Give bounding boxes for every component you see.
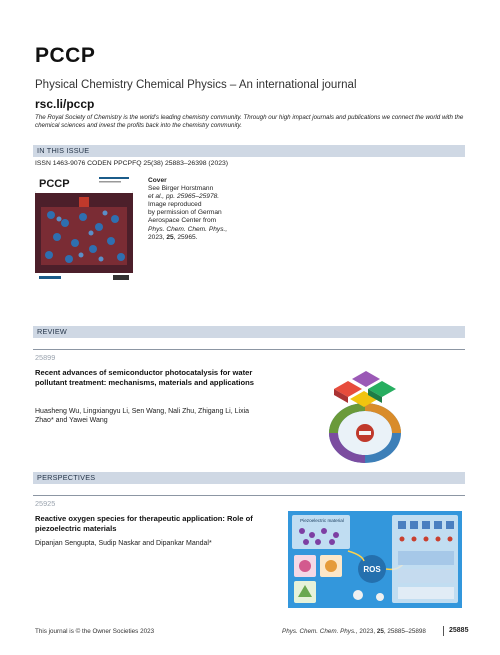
page-number: 25885 [449, 627, 469, 634]
about-text: The Royal Society of Chemistry is the world’s leading chemistry community. Through our high impact journals and publications we connect the world with the chemical sciences and invest the profits back into the chemistry community. [35, 114, 464, 129]
review-title[interactable]: Recent advances of semiconductor photocatalysis for water pollutant treatment: mechanisms, materials and applications [35, 368, 255, 387]
perspectives-title[interactable]: Reactive oxygen species for therapeutic application: Role of piezoelectric materials [35, 514, 253, 533]
perspectives-graphic [288, 511, 462, 608]
cover-line: Phys. Chem. Chem. Phys., [148, 225, 228, 233]
figure-label-ros: ROS [363, 565, 381, 574]
cover-caption [148, 177, 258, 242]
cover-line: et al., pp. 25965–25978. [148, 193, 220, 201]
figure-label-top: Piezoelectric material [300, 518, 344, 523]
cover-line: See Birger Horstmann [148, 185, 214, 193]
footer-citation: Phys. Chem. Chem. Phys., 2023, 25, 25885–25898 [282, 628, 426, 635]
perspectives-page-number: 25925 [35, 499, 56, 508]
review-graphic [322, 367, 408, 467]
footer-separator [443, 626, 444, 636]
section-band-perspectives: PERSPECTIVES [33, 472, 465, 484]
divider [33, 349, 465, 350]
cover-line: Image reproduced [148, 201, 202, 209]
review-page-number: 25899 [35, 353, 56, 362]
cover-image [35, 173, 133, 283]
cover-brand: PCCP [39, 178, 70, 190]
journal-subtitle: Physical Chemistry Chemical Physics – An international journal [35, 79, 357, 91]
journal-title: PCCP [35, 44, 96, 67]
section-band-review: REVIEW [33, 326, 465, 338]
cover-heading: Cover [148, 177, 167, 184]
cover-line: 2023, 25, 25965. [148, 233, 198, 241]
section-band-in-this-issue: IN THIS ISSUE [33, 145, 465, 157]
issn-line: ISSN 1463-9076 CODEN PPCPFQ 25(38) 25883–26398 (2023) [35, 160, 229, 167]
cover-line: by permission of German [148, 209, 222, 217]
journal-url[interactable]: rsc.li/pccp [35, 97, 95, 111]
footer-copyright: This journal is © the Owner Societies 2023 [35, 628, 155, 635]
divider [33, 495, 465, 496]
perspectives-authors: Dipanjan Sengupta, Sudip Naskar and Dipankar Mandal* [35, 540, 212, 547]
review-authors: Huasheng Wu, Lingxiangyu Li, Sen Wang, Nali Zhu, Zhigang Li, Lixia Zhao* and Yawei Wang [35, 408, 250, 424]
cover-line: Aerospace Center from [148, 217, 217, 225]
